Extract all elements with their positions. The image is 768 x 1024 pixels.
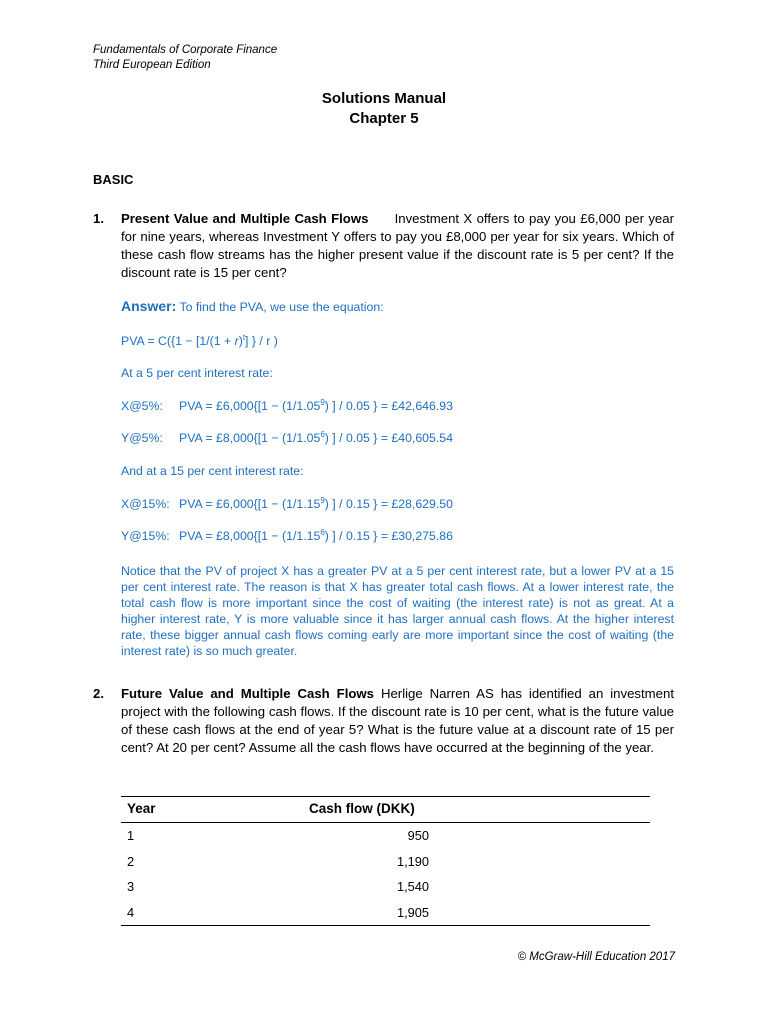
question-2-text: Herlige Narren AS has identified an investment project with the following cash flows. If the discount rate is 10 per cent, what is the future value of these cash flows at the end of year 5? What is the future value at a discount rate of 15 per cent? At 20 per cent? Assume all the cash flows have occurred at the beginning of the year. [121, 686, 674, 755]
column-header-year: Year [121, 797, 233, 823]
title-line-2: Chapter 5 [349, 110, 419, 127]
question-1-text: Investment X offers to pay you £6,000 per year for nine years, whereas Investment Y offers to pay you £8,000 per year for six years. Which of these cash flow streams has the higher present value if the discount rate is 5 per cent? If the discount rate is 15 per cent? [121, 211, 674, 280]
title-line-1: Solutions Manual [321, 90, 447, 107]
calc-x-5: X@5%: PVA = £6,000{[1 − $(1/1.05^9)$ ] / 0.05 } = £42,646.93 [121, 397, 453, 413]
calc-y-15: Y@15%: PVA = £8,000{[1 − $(1/1.15^6)$ ] / 0.15 } = £30,275.86 [121, 527, 453, 543]
cash-flow-cell: 1,905 [233, 900, 429, 926]
calc-x-15: X@15%: PVA = £6,000{[1 − $(1/1.15^9)$ ] / 0.15 } = £28,629.50 [121, 495, 453, 511]
rate-15-intro: And at a 15 per cent interest rate: [121, 464, 304, 478]
table-row [121, 849, 650, 875]
answer-intro-line [121, 298, 674, 315]
question-2 [121, 685, 674, 757]
table-row [121, 900, 650, 926]
section-heading: BASIC [93, 172, 134, 187]
question-2-number: 2. [93, 686, 104, 701]
answer-intro: To find the PVA, we use the equation: [179, 300, 384, 314]
table-row [121, 823, 650, 849]
question-1-heading: Present Value and Multiple Cash Flows [121, 211, 369, 226]
book-title: Fundamentals of Corporate Finance [93, 44, 278, 56]
table-row [121, 874, 650, 900]
cash-flow-cell: 1,540 [396, 879, 429, 895]
year-cell: 3 [127, 879, 135, 895]
rate-5-intro: At a 5 per cent interest rate: [121, 366, 273, 380]
table-header-row [121, 797, 650, 823]
answer-conclusion: Notice that the PV of project X has a greater PV at a 5 per cent interest rate, but a lower PV at a 15 per cent interest rate. The reason is that X has greater total cash flows. At a lower interest rate, the total cash flow is more important since the cost of waiting (the interest rate) is not as great. At a higher interest rate, Y is more valuable since it has larger annual cash flows. At the higher interest rate, these bigger annual cash flows coming early are more important since the cost of waiting (the interest rate) is so much greater. [121, 564, 674, 658]
question-1-number: 1. [93, 211, 104, 226]
year-cell: 4 [121, 900, 233, 926]
year-cell: 2 [127, 853, 135, 869]
pva-equation: PVA = $C(\{1 - [1/(1 + r)^t]$ } / r ) [121, 332, 278, 348]
year-cell: 1 [127, 828, 135, 844]
book-header [93, 43, 277, 73]
calc-y-5: Y@5%: PVA = £8,000{[1 − $(1/1.05^6)$ ] / 0.05 } = £40,605.54 [121, 429, 453, 445]
cash-flow-cell: 950 [407, 828, 429, 844]
question-2-heading: Future Value and Multiple Cash Flows [121, 686, 375, 701]
cash-flow-table [121, 796, 650, 926]
column-header-cash-flow: Cash flow (DKK) [233, 797, 429, 823]
answer-label: Answer: [121, 298, 177, 314]
page-title [0, 89, 768, 129]
question-1 [121, 210, 674, 282]
cash-flow-cell: 1,190 [396, 853, 429, 869]
copyright-footer: © McGraw-Hill Education 2017 [517, 951, 675, 963]
book-edition: Third European Edition [93, 59, 211, 71]
